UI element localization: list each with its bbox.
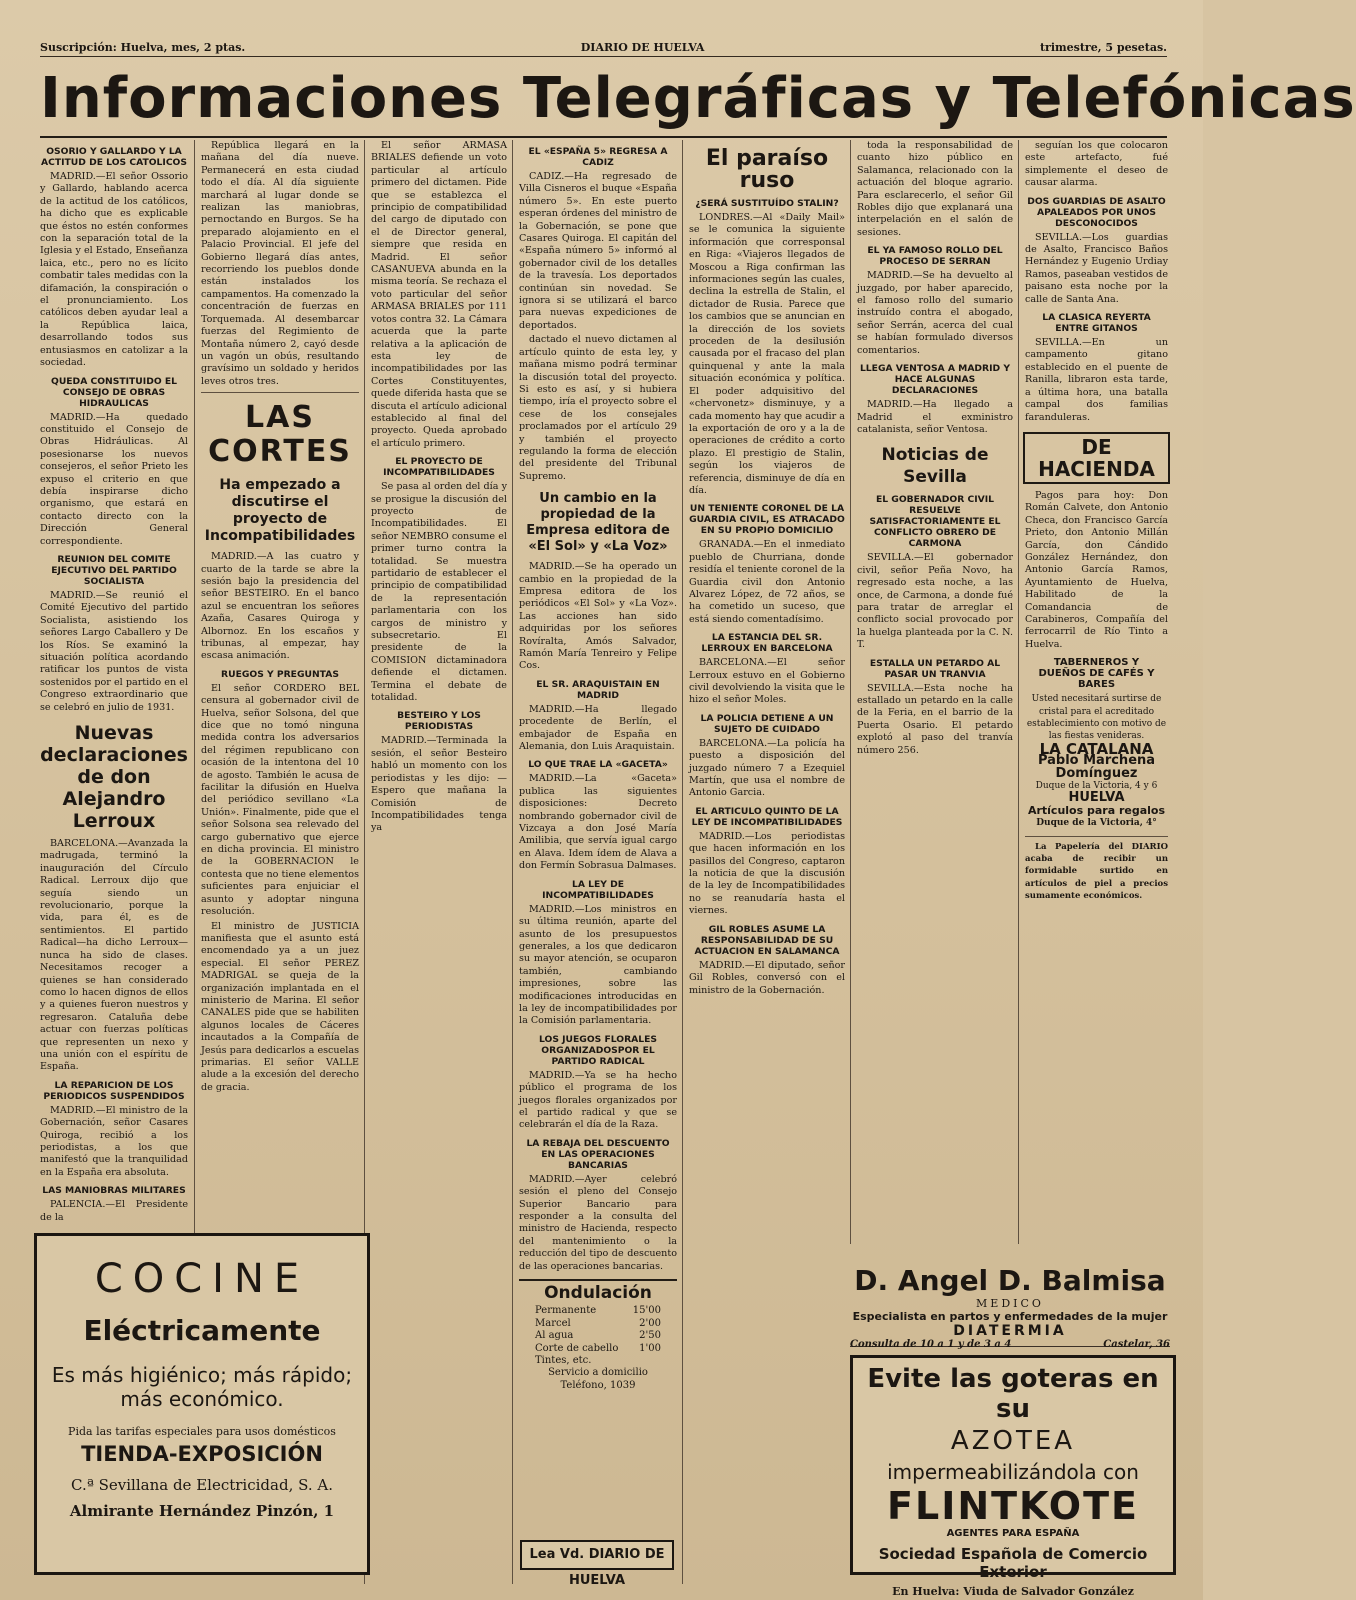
ad-store: TIENDA-EXPOSICIÓN [81,1442,323,1466]
headline: LAS MANIOBRAS MILITARES [42,1185,186,1197]
article-text: República llegará en la mañana del día nueve. Permanecerá en esta ciudad todo el día. Al día siguiente marchará al lugar donde se realizan las maniobras, pernoctando en Burgos. Se ha preparado alojamiento en el Palacio Provincial. El jefe del Gobierno llegará días antes, recorriendo los pueblos donde están instalados los campamentos. Ha comenzado la concentración de fuerzas en Torquemada. Al desembarcar fuerzas del Regimiento de Montaña número 2, cayó desde un vagón un obús, resultando gravísimo un soldado y heridos leves otros tres. [201,140,359,387]
column-2 [194,140,365,1244]
headline: ESTALLA UN PETARDO AL PASAR UN TRANVIA [869,657,1001,680]
article-text: dactado el nuevo dictamen al artículo quinto de esta ley, y mañana mismo podrá terminar la discusión total del proyecto. Si esto es así, y si hubiera tiempo, iría el proyecto sobre el cese de los consejales proclamados por el artículo 29 y también el proyecto regulando la forma de elección del presidente del Tribunal Supremo. [519,334,677,482]
headline: EL GOBERNADOR CIVIL RESUELVE SATISFACTORIAMENTE EL CONFLICTO OBRERO DE CARMONA [869,494,1001,550]
article-text: MADRID.—La «Gaceta» publica las siguientes disposiciones: Decreto nombrando gobernador civil de Vizcaya a don José María Amilibia, que servía igual cargo en Alava. Idem ídem de Alava a don Fermín Sobrasua Dalmases. [519,773,677,872]
headline: EL SR. ARAQUISTAIN EN MADRID [536,678,660,701]
article-text: MADRID.—Ha llegado a Madrid el exministro catalanista, señor Ventosa. [857,399,1013,435]
ad-company: C.ª Sevillana de Electricidad, S. A. [71,1476,333,1494]
headline: QUEDA CONSTITUIDO EL CONSEJO DE OBRAS HIDRAULICAS [51,375,177,409]
ondulacion-ad [519,1279,677,1392]
price-row [519,1330,677,1342]
subheadline: ¿SERÁ SUSTITUÍDO STALIN? [695,198,839,209]
flintkote-ad [850,1355,1176,1598]
headline: LLEGA VENTOSA A MADRID Y HACE ALGUNAS DECLARACIONES [859,363,1011,397]
headline: OSORIO Y GALLARDO Y LA ACTITUD DE LOS CATOLICOS [40,146,187,168]
ad-address: Almirante Hernández Pinzón, 1 [69,1502,335,1520]
article-text: MADRID.—Los periodistas que hacen información en los pasillos del Congreso, captaron la noticia de que la discusión de la ley de Incompatibilidades no se reanudaría hasta el viernes. [689,830,845,917]
major-headline: DE HACIENDA [1023,432,1170,484]
article-text: SEVILLA.—En un campamento gitano establecido en el puente de Ranilla, libraron esta tarde, a última hora, una batalla campal dos familias faranduleras. [1025,337,1168,423]
article-text: MADRID.—Terminada la sesión, el señor Besteiro habló un momento con los periodistas y les dijo: —Espero que mañana la Comisión de Incompatibilidades tenga ya [371,735,507,834]
catalana-ad [1025,657,1168,829]
balmisa-doctor-ad [850,1264,1170,1350]
ad-subtitle: Eléctricamente [83,1314,321,1347]
doctor-hours: Consulta de 10 a 1 y de 3 a 4 [850,1339,1012,1350]
column-7 [1018,140,1174,1244]
article-text: SEVILLA.—Los guardias de Asalto, Francisco Baños Hernández y Eugenio Urdiay Ramos, paseaban vestidos de paisano esta noche por la calle de Santa Ana. [1025,231,1168,305]
page-header [40,38,1167,57]
subscription-left: Suscripción: Huelva, mes, 2 ptas. [40,40,246,54]
article-text: CADIZ.—Ha regresado de Villa Cisneros el buque «España número 5». En este puerto esperan órdenes del ministro de la Gobernación, se pone que Casares Quiroga. El capitán del «España número 5» informó al gobernador civil de los detalles de la travesía. Los deportados continúan sin novedad. Se ignora si se utilizará el barco para nuevas expediciones de deportados. [519,171,677,331]
ad-tariffs: Pida las tarifas especiales para usos domésticos [68,1425,336,1438]
headline: GIL ROBLES ASUME LA RESPONSABILIDAD DE SU ACTUACION EN SALAMANCA [694,923,840,957]
article-text: MADRID.—Ya se ha hecho público el programa de los juegos florales organizados por el partido radical y que se celebrarán el día de la Raza. [519,1069,677,1131]
ad-claim-1: Es más higiénico; más rápido; [51,1363,353,1387]
section-masthead: Informaciones Telegráficas y Telefónicas [40,62,1167,138]
papeleria-notice: La Papelería del DIARIO acaba de recibir un formidable surtido en artículos de piel a precios sumamente económicos. [1025,841,1168,902]
article-text: Pagos para hoy: Don Román Calvete, don Antonio Checa, don Francisco García Prieto, don Antonio Millán García, don Cándido González Hernández, don Antonio García Ramos, Ayuntamiento de Huelva, Habilitado de la Comandancia de Carabineros, Compañía del ferrocarril de Río Tinto a Huelva. [1025,489,1168,650]
major-headline: Nuevas declaraciones de don Alejandro Lerroux [40,722,188,833]
column-3 [364,140,513,1584]
ad-address-2: Duque de la Victoria, 4° [1036,818,1157,829]
headline: REUNION DEL COMITE EJECUTIVO DEL PARTIDO SOCIALISTA [51,553,177,587]
article-text: MADRID.—Ha quedado constituido el Consejo de Obras Hidráulicas. Al posesionarse los nuevos consejeros, el señor Prieto les expuso el criterio en que debía inspirarse dicho organismo, que estará en contacto directo con la Dirección General correspondiente. [40,411,188,547]
headline: LA ESTANCIA DEL SR. LERROUX EN BARCELONA [701,632,833,655]
headline: DOS GUARDIAS DE ASALTO APALEADOS POR UNOS DESCONOCIDOS [1027,195,1166,229]
ad-articles: Artículos para regalos [1027,803,1166,817]
headline: EL ARTICULO QUINTO DE LA LEY DE INCOMPATIBILIDADES [691,805,843,828]
price-value: 15'00 [632,1305,661,1317]
article-text: SEVILLA.—Esta noche ha estallado un petardo en la calle de la Feria, en el barrio de la Puerta Osario. El petardo explotó al paso del tranvía número 256. [857,682,1013,756]
ad-brand: FLINTKOTE [887,1484,1139,1528]
major-headline: El paraíso ruso [705,146,829,193]
price-row [519,1355,677,1367]
article-text: MADRID.—Ayer celebró sesión el pleno del Consejo Superior Bancario para responder a la consulta del ministro de Hacienda, respecto del mantenimiento o la reducción del tipo de descuento de las operaciones bancarias. [519,1173,677,1272]
divider [201,392,359,393]
ad-city: HUELVA [1068,790,1125,806]
article-text: seguían los que colocaron este artefacto, fué simplemente el deseo de causar alarma. [1025,140,1168,189]
ondulacion-title: Ondulación [544,1283,652,1304]
headline: LA POLICIA DETIENE A UN SUJETO DE CUIDADO [700,712,834,735]
headline: RUEGOS Y PREGUNTAS [221,668,339,680]
cortes-title: LAS CORTES [208,400,352,470]
article-text: MADRID.—Se reunió el Comité Ejecutivo del partido Socialista, asistiendo los señores Largo Caballero y De los Ríos. Se examinó la situación política acordando ratificar los puntos de vista sostenidos por el partido en el Congreso extraordinario que se celebró en julio de 1931. [40,589,188,713]
column-6 [850,140,1019,1244]
article-text: El señor ARMASA BRIALES defiende un voto particular al artículo primero del dictamen. Pide que se establezca el principio de compatibilidad del cargo de diputado con el de Director general, siempre que resida en Madrid. El señor CASANUEVA abunda en la misma teoría. Se rechaza el voto particular del señor ARMASA BRIALES por 111 votos contra 32. La Cámara acuerda que la parte relativa a la aplicación de esta ley de incompatibilidades por las Cortes Constituyentes, quede diferida hasta que se discuta el artículo adicional establecido al final del proyecto. Queda aprobado el artículo primero. [371,140,507,449]
article-text: MADRID.—A las cuatro y cuarto de la tarde se abre la sesión bajo la presidencia del señor BESTEIRO. En el banco azul se encuentran los señores Azaña, Casares Quiroga y Albornoz. En los escaños y tribunas, al empezar, hay escasa animación. [201,551,359,662]
headline: BESTEIRO Y LOS PERIODISTAS [397,710,481,733]
service-note: Servicio a domicilio [548,1367,648,1379]
doctor-specialty: Especialista en partos y enfermedades de la mujer [852,1310,1168,1323]
price-value: 2'50 [639,1330,661,1342]
price-label: Corte de cabello [535,1342,619,1354]
article-text: MADRID.—Los ministros en su última reunión, aparte del asunto de los presupuestos generales, a los que dedicaron su mayor atención, se ocuparon también, cambiando impresiones, sobre las modificaciones introducidas en la ley de incompatibilidades por la Comisión parlamentaria. [519,903,677,1027]
column-5 [682,140,851,1584]
price-label: Marcel [535,1317,571,1329]
doctor-name: D. Angel D. Balmisa [854,1264,1166,1297]
headline: LOS JUEGOS FLORALES ORGANIZADOSPOR EL PARTIDO RADICAL [538,1033,658,1067]
headline: UN TENIENTE CORONEL DE LA GUARDIA CIVIL, ES ATRACADO EN SU PROPIO DOMICILIO [689,503,845,537]
article-text: Se pasa al orden del día y se prosigue la discusión del proyecto de Incompatibilidades. El señor NEMBRO consume el primer turno contra la totalidad. Se muestra partidario de establecer el principio de compatibilidad de la representación parlamentaria con los cargos de ministro y subsecretario. El presidente de la COMISION dictaminadora defiende el dictamen. Termina el debate de totalidad. [371,481,507,704]
ad-claim-2: más económico. [120,1387,284,1411]
article-text: GRANADA.—En el inmediato pueblo de Churriana, donde residía el teniente coronel de la Guardia civil don Antonio Alvarez López, de 72 años, se ha cometido un suceso, que está siendo comentadísimo. [689,539,845,625]
price-row [519,1343,677,1355]
headline: LA CLASICA REYERTA ENTRE GITANOS [1042,312,1151,335]
headline: EL YA FAMOSO ROLLO DEL PROCESO DE SERRAN [867,245,1003,268]
ad-owner: Pablo Marchena Domínguez [1037,753,1156,781]
doctor-hours-row [850,1339,1170,1350]
price-value: 2'00 [639,1317,661,1329]
read-diario-banner: Lea Vd. DIARIO DE HUELVA [520,1540,674,1570]
headline: EL PROYECTO DE INCOMPATIBILIDADES [383,456,495,479]
headline: LO QUE TRAE LA «GACETA» [528,759,668,771]
price-label: Tintes, etc. [535,1355,592,1367]
ad-text: Usted necesitará surtirse de cristal para el acreditado establecimiento con motivo de las fiestas venideras. [1026,694,1167,742]
article-text: SEVILLA.—El gobernador civil, señor Peña Novo, ha regresado esta noche, a las once, de Carmona, a donde fué para tratar de arreglar el conflicto social provocado por la huelga planteada por la C. N. T. [857,552,1013,651]
ad-local-agent: En Huelva: Viuda de Salvador González [892,1585,1134,1598]
ad-line-1: Evite las goteras en su [867,1364,1159,1424]
cortes-subtitle: Ha empezado a discutirse el proyecto de Incompatibilidades [204,477,356,545]
price-row [519,1318,677,1330]
newspaper-name: DIARIO DE HUELVA [580,40,705,54]
headline: LA LEY DE INCOMPATIBILIDADES [542,878,654,901]
ad-agents: AGENTES PARA ESPAÑA [946,1528,1080,1539]
ad-title: COCINE [94,1256,310,1302]
article-text: PALENCIA.—El Presidente de la [40,1199,188,1223]
article-text: MADRID.—El ministro de la Gobernación, señor Casares Quiroga, recibió a los periodistas, a los que manifestó que la tranquilidad en la España era absoluta. [40,1104,188,1178]
column-1 [34,140,194,1244]
headline: LA REBAJA DEL DESCUENTO EN LAS OPERACIONES BANCARIAS [526,1137,670,1171]
price-row [519,1305,677,1317]
article-text: El ministro de JUSTICIA manifiesta que el asunto está encomendado ya a un juez especial. El señor PEREZ MADRIGAL se queja de la organización implantada en el ministerio de Marina. El señor CANALES pide que se habiliten algunos locales de Cáceres incautados a la Compañía de Jesús para dedicarlos a escuelas primarias. El señor VALLE alude a la excesión del derecho de gracia. [201,920,359,1093]
doctor-address: Castelar, 36 [1103,1339,1170,1350]
article-text: El señor CORDERO BEL censura al gobernador civil de Huelva, señor Solsona, del que dice que no tomó ninguna medida contra los adversarios del régimen republicano con ocasión de la intentona del 10 de agosto. También le acusa de facilitar la difusión en Huelva del periódico sevillano «La Unión». Finalmente, pide que el señor Solsona sea relevado del cargo gubernativo que ejerce en dicha provincia. El ministro de la GOBERNACION le contesta que no tiene elementos suficientes para enjuiciar el asunto y adoptar ninguna resolución. [201,682,359,918]
divider [1025,836,1168,837]
price-value: 1'00 [639,1342,661,1354]
article-text: BARCELONA.—Avanzada la madrugada, terminó la inauguración del Círculo Radical. Lerroux dijo que seguía siendo un revolucionario, porque la vida, para él, es de sentimientos. El partido Radical—ha dicho Lerroux—nunca ha sido de clases. Necesitamos recoger a quienes se han considerado como lo hacen dignos de ellos y a quienes fueron nuestros y regresaron. Cataluña debe actuar con fuerzas políticas que representen un nexo y una unión con el espíritu de España. [40,838,188,1073]
ad-heading: TABERNEROS Y DUEÑOS DE CAFÉS Y BARES [1038,657,1155,691]
article-text: toda la responsabilidad de cuanto hizo público en Salamanca, relacionado con la actuación del bloque agrario. Para esclarecerlo, el señor Gil Robles dijo que explanará una interpelación en el salón de sesiones. [857,140,1013,238]
article-text: MADRID.—Ha llegado procedente de Berlín, el embajador de España en Alemania, don Luis Araquistain. [519,703,677,753]
phone-note: Teléfono, 1039 [560,1379,636,1391]
article-text: BARCELONA.—La policía ha puesto a disposición del juzgado número 7 a Ezequiel Martín, que usa el nombre de Antonio Garcia. [689,737,845,799]
headline: EL «ESPAÑA 5» REGRESA A CADIZ [528,146,668,168]
ad-company: Sociedad Española de Comercio Exterior [878,1545,1148,1581]
doctor-role: MEDICO [976,1297,1044,1310]
column-4 [512,140,683,1584]
article-text: MADRID.—Se ha devuelto al juzgado, por haber aparecido, el famoso rollo del sumario instruído contra el abogado, señor Serrán, acerca del cual se habían formulado diversos comentarios. [857,270,1013,356]
price-label: Permanente [535,1305,597,1317]
article-text: BARCELONA.—El señor Lerroux estuvo en el Gobierno civil devolviendo la visita que le hizo el señor Moles. [689,657,845,706]
headline: LA REPARICION DE LOS PERIODICOS SUSPENDIDOS [43,1079,185,1102]
doctor-diatermia: DIATERMIA [953,1323,1067,1339]
ad-shop-name: LA CATALANA [1039,739,1154,758]
article-text: MADRID.—El señor Ossorio y Gallardo, hablando acerca de la actitud de los católicos, ha dicho que es explicable que éstos no estén conformes con la separación total de la Iglesia y el Estado, Enseñanza laica, etc., pero no es lícito combatir tales medidas con la difamación, la conspiración o el pronunciamiento. Los católicos deben ayudar leal a la República laica, desarrollando todos sus entusiasmos en catolizar a la sociedad. [40,171,188,369]
major-headline: Un cambio en la propiedad de la Empresa editora de «El Sol» y «La Voz» [526,491,670,555]
subscription-right: trimestre, 5 pesetas. [1039,40,1167,54]
cocine-electrico-ad [34,1233,370,1575]
ad-address: Duque de la Victoria, 4 y 6 [1035,781,1158,792]
article-text: MADRID.—El diputado, señor Gil Robles, conversó con el ministro de la Gobernación. [689,959,845,996]
ad-line-3: impermeabilizándola con [887,1460,1139,1484]
ad-line-2: AZOTEA [950,1426,1076,1456]
price-label: Al agua [535,1330,574,1342]
major-headline: Noticias de Sevilla [881,445,989,488]
article-text: MADRID.—Se ha operado un cambio en la propiedad de la Empresa editora de los periódicos «El Sol» y «La Voz». Las acciones han sido adquiridas por los señores Rovíralta, Amós Salvador, Ramón María Tenreiro y Felipe Cos. [519,561,677,672]
article-text: LONDRES.—Al «Daily Mail» se le comunica la siguiente información que corresponsal en Riga: «Viajeros llegados de Moscou a Riga confirman las informaciones según las cuales, declina la estrella de Stalin, el dictador de Rusia. Parece que los cambios que se anuncian en la dirección de los soviets proceden de la desilusión causada por el fracaso del plan quinquenal y ante la mala situación económica y política. El poder adquisitivo del «chervonetz» disminuye, y a cada momento hay que acudir a la exportación de oro y a la de operaciones de crédito a corto plazo. El prestigio de Stalin, según los viajeros de referencia, disminuye de día en día. [689,212,845,496]
